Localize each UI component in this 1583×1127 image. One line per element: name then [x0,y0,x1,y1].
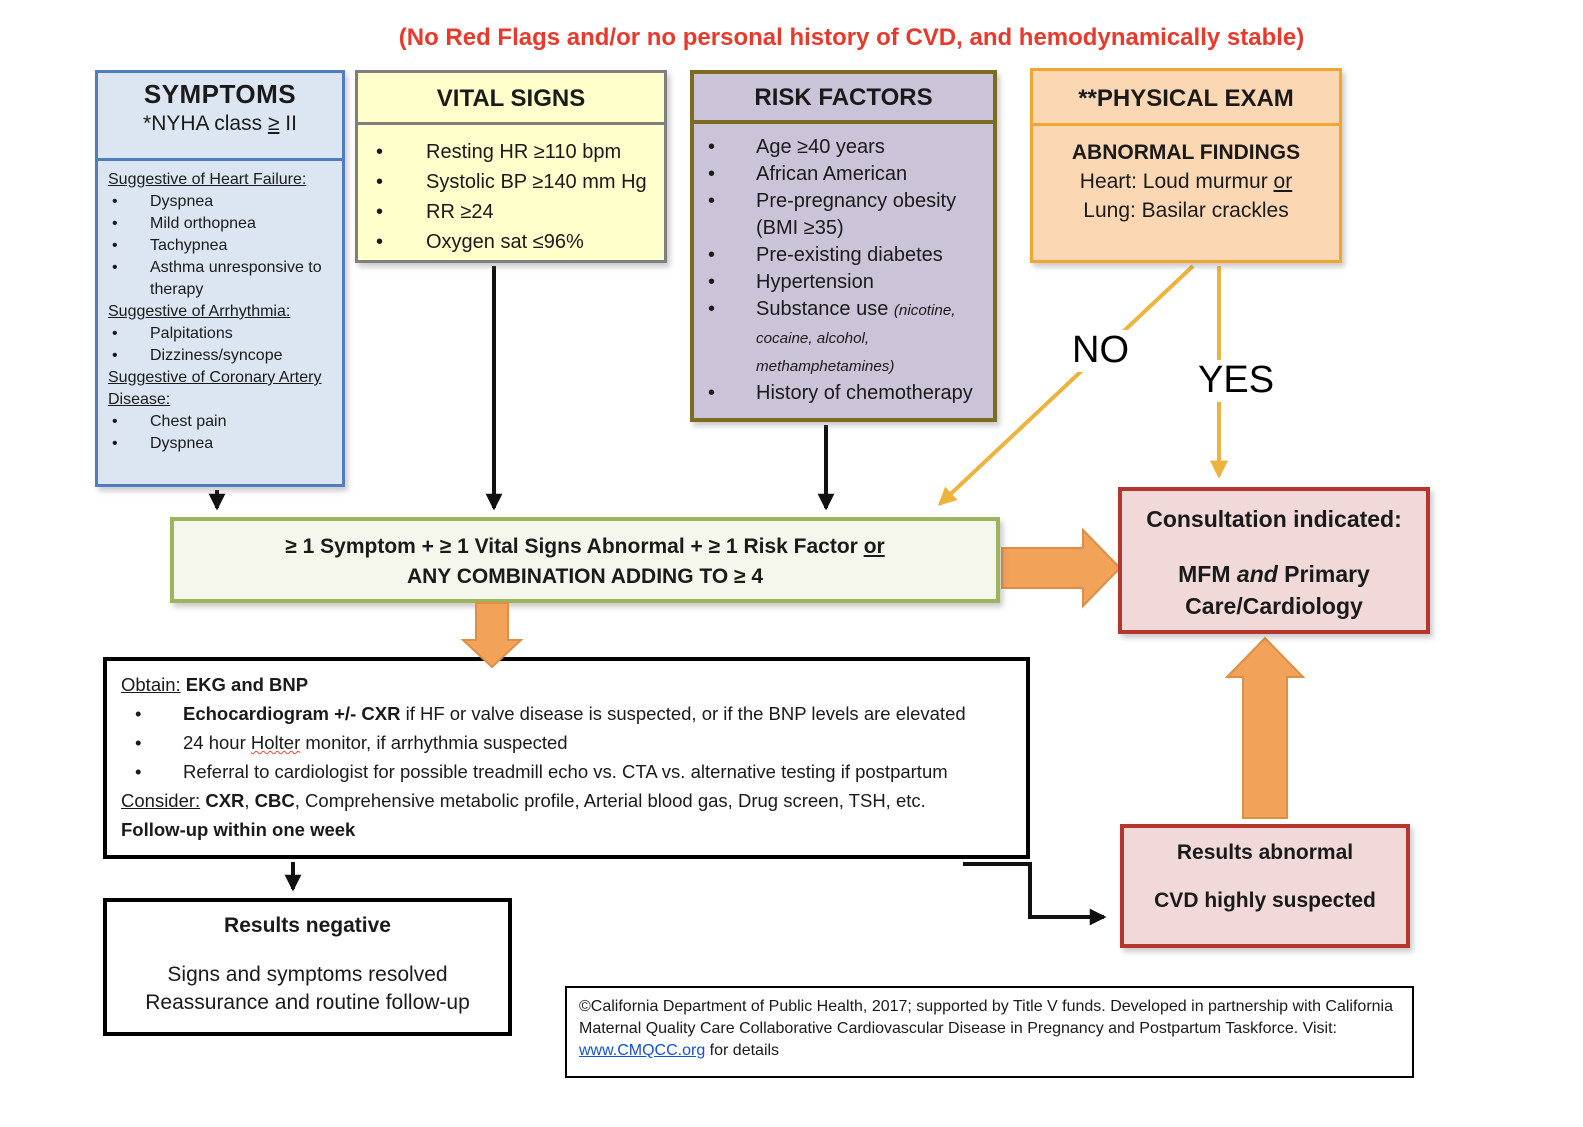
risk-factor-item [706,188,989,242]
criteria-to-consultation-arrow [1002,530,1120,606]
text-segment: Chest pain [150,413,227,430]
bullet-icon: • [708,136,716,158]
text-segment: and [1236,561,1278,587]
symptoms-box [95,70,345,487]
text-segment: CXR [205,790,245,811]
credit-text [567,988,1412,1062]
symptom-item [108,411,334,433]
bullet-text [183,699,1014,728]
text-segment: 24 hour [183,732,251,753]
text-segment: Suggestive of Coronary Artery Disease: [108,369,322,408]
bullet-text [426,137,658,167]
bullet-text [426,197,658,227]
text-segment: (nicotine, cocaine, alcohol, methamphetamines) [756,302,956,375]
bullet-icon: • [708,382,716,404]
text-segment: CVD highly suspected [1154,889,1376,912]
risk-factors-body [694,124,993,407]
bullet-icon: • [376,171,384,193]
text-segment: Tachypnea [150,237,228,254]
page-title: (No Red Flags and/or no personal history of CVD, and hemodynamically stable) [398,24,1305,51]
combination-criteria-body [174,521,996,592]
risk-factor-item [706,380,989,407]
text-segment: monitor, if arrhythmia suspected [300,732,568,753]
text-segment: Age ≥40 years [756,136,885,158]
text-segment: Pre-pregnancy obesity (BMI ≥35) [756,190,957,239]
workup-body [107,661,1026,844]
text-segment: ©California Department of Public Health, 2017; supported by Title V funds. Developed in partnership with California Maternal Quality Care Collaborative Cardiovascular Disease in Pregnancy and Postpartum Taskforce. Visit: [579,998,1394,1037]
vital-sign-item [374,167,658,197]
vital-signs-box [355,70,667,263]
criteria-line [174,532,996,562]
risk-factors-header [694,74,993,124]
results-abnormal-body [1124,828,1406,914]
text-segment: or [1273,170,1293,193]
text-segment: Substance use [756,298,894,320]
text-segment: Mild orthopnea [150,215,256,232]
workup-box [103,657,1030,859]
workup-line [121,757,1014,786]
consultation-body [1122,491,1426,622]
bullet-icon: • [112,347,118,364]
text-segment: , [244,790,255,811]
abnormal-to-consultation-arrow [1227,638,1303,818]
results-abnormal-line [1124,888,1406,914]
vital-sign-item [374,197,658,227]
results-negative-line [107,912,508,940]
text-segment: , Comprehensive metabolic profile, Arterial blood gas, Drug screen, TSH, etc. [294,790,926,811]
text-segment: Hypertension [756,271,874,293]
bullet-text [756,380,989,407]
text-segment: RR ≥24 [426,201,494,223]
bullet-icon: • [708,190,716,212]
bullet-icon: • [135,761,142,782]
bullet-text [150,345,334,367]
symptom-item [108,257,334,301]
risk-factors-title: RISK FACTORS [754,84,933,111]
text-segment: Systolic BP ≥140 mm Hg [426,171,647,193]
text-segment: Reassurance and routine follow-up [145,991,470,1014]
workup-line [121,670,1014,699]
symptom-item [108,213,334,235]
criteria-line [174,562,996,592]
results-abnormal-box [1120,824,1410,948]
consultation-line [1122,558,1426,590]
bullet-icon: • [708,298,716,320]
text-segment: Asthma unresponsive to therapy [150,259,322,298]
results-abnormal-line [1124,866,1406,888]
text-segment: Care/Cardiology [1185,593,1363,619]
text-segment: EKG and BNP [185,674,309,695]
workup-to-abnormal-elbow-arrow [963,864,1104,917]
text-segment: Referral to cardiologist for possible treadmill echo vs. CTA vs. alternative testing if postpartum [183,761,948,782]
bullet-text [756,269,989,296]
text-segment: Dyspnea [150,435,214,452]
bullet-icon: • [376,141,384,163]
bullet-text [150,213,334,235]
cmqcc-link[interactable]: www.CMQCC.org [579,1042,706,1059]
bullet-icon: • [135,703,142,724]
vital-signs-title: VITAL SIGNS [436,85,586,112]
consultation-line [1122,590,1426,622]
results-negative-box [103,898,512,1036]
bullet-icon: • [708,163,716,185]
bullet-text [756,161,989,188]
results-negative-line [107,961,508,989]
symptoms-title: SYMPTOMS [143,79,297,109]
symptom-item [108,433,334,455]
physical-exam-line [1039,138,1333,167]
text-segment: Signs and symptoms resolved [167,963,448,986]
text-segment: Palpitations [150,325,233,342]
text-segment: Results negative [224,914,391,937]
workup-line [121,815,1014,844]
text-segment: Lung: Basilar crackles [1083,199,1289,222]
bullet-icon: • [112,215,118,232]
text-segment: Oxygen sat ≤96% [426,231,584,253]
workup-line [121,786,1014,815]
consultation-line [1122,503,1426,535]
text-segment: Holter [250,732,301,753]
text-segment: Suggestive of Arrhythmia: [108,303,291,320]
vital-sign-item [374,227,658,257]
symptoms-subtitle [98,112,342,136]
results-negative-line [107,989,508,1017]
bullet-text [150,323,334,345]
physical-exam-line [1039,167,1333,196]
bullet-icon: • [708,271,716,293]
credit-box [565,986,1414,1078]
text-segment: ANY COMBINATION ADDING TO ≥ 4 [406,565,764,588]
symptom-item [108,169,334,191]
text-segment: Heart: Loud murmur [1079,170,1274,193]
bullet-text [150,411,334,433]
text-segment: CBC [254,790,295,811]
text-segment: *NYHA class [143,112,268,135]
symptom-item [108,301,334,323]
consultation-line [1122,535,1426,558]
symptom-item [108,323,334,345]
text-segment: Suggestive of Heart Failure: [108,171,307,188]
bullet-text [426,167,658,197]
bullet-icon: • [112,237,118,254]
no-label: NO [1066,330,1135,372]
bullet-icon: • [112,259,118,276]
bullet-icon: • [112,193,118,210]
text-segment: Dizziness/syncope [150,347,283,364]
symptom-item [108,345,334,367]
text-segment: Follow-up within one week [121,819,356,840]
workup-line [121,728,1014,757]
text-segment: Consider: [121,790,201,811]
text-segment: ≥ 1 Symptom + ≥ 1 Vital Signs Abnormal + ≥ 1 Risk Factor [285,535,864,558]
risk-factors-box [690,70,997,422]
bullet-icon: • [376,231,384,253]
bullet-icon: • [376,201,384,223]
physical-exam-header [1033,71,1339,126]
results-negative-line [107,940,508,961]
text-segment: or [863,535,885,558]
bullet-text [756,242,989,269]
bullet-text [756,188,989,242]
text-segment: MFM [1178,561,1237,587]
bullet-text [756,296,989,380]
physical-exam-box [1030,68,1342,263]
physical-exam-title: **PHYSICAL EXAM [1078,85,1294,112]
bullet-text [426,227,658,257]
results-abnormal-line [1124,840,1406,866]
symptom-item [108,235,334,257]
text-segment: ≥ [267,112,280,135]
bullet-text [150,191,334,213]
yes-label: YES [1192,360,1280,402]
text-segment: African American [756,163,908,185]
text-segment: for details [705,1042,780,1059]
text-segment: Pre-existing diabetes [756,244,943,266]
text-segment: Consultation indicated: [1146,506,1402,532]
physical-exam-line [1039,196,1333,225]
bullet-text [756,134,989,161]
symptoms-header [98,73,342,161]
consultation-box [1118,487,1430,634]
vital-signs-header [358,73,664,125]
text-segment: Obtain: [121,674,181,695]
bullet-text [183,757,1014,786]
risk-factor-item [706,134,989,161]
bullet-text [150,235,334,257]
bullet-text [150,257,334,301]
vital-signs-body [358,125,664,257]
text-segment: II [279,112,297,135]
bullet-text [150,433,334,455]
text-segment: Resting HR ≥110 bpm [426,141,622,163]
results-negative-body [107,902,508,1017]
bullet-icon: • [708,244,716,266]
symptoms-body [98,161,342,455]
text-segment: ABNORMAL FINDINGS [1071,141,1301,164]
symptom-item [108,367,334,411]
bullet-icon: • [135,732,142,753]
risk-factor-item [706,242,989,269]
symptom-item [108,191,334,213]
combination-criteria-box [170,517,1000,603]
bullet-icon: • [112,413,118,430]
text-segment: Results abnormal [1176,841,1354,864]
physical-exam-body [1033,126,1339,225]
text-segment: if HF or valve disease is suspected, or if the BNP levels are elevated [400,703,966,724]
bullet-text [183,728,1014,757]
workup-line [121,699,1014,728]
risk-factor-item [706,296,989,380]
credit-line [579,996,1400,1062]
text-segment: Echocardiogram +/- CXR [183,703,401,724]
risk-factor-item [706,161,989,188]
bullet-icon: • [112,435,118,452]
text-segment: History of chemotherapy [756,382,973,404]
bullet-icon: • [112,325,118,342]
vital-sign-item [374,137,658,167]
text-segment: Dyspnea [150,193,214,210]
risk-factor-item [706,269,989,296]
text-segment: Primary [1277,561,1370,587]
